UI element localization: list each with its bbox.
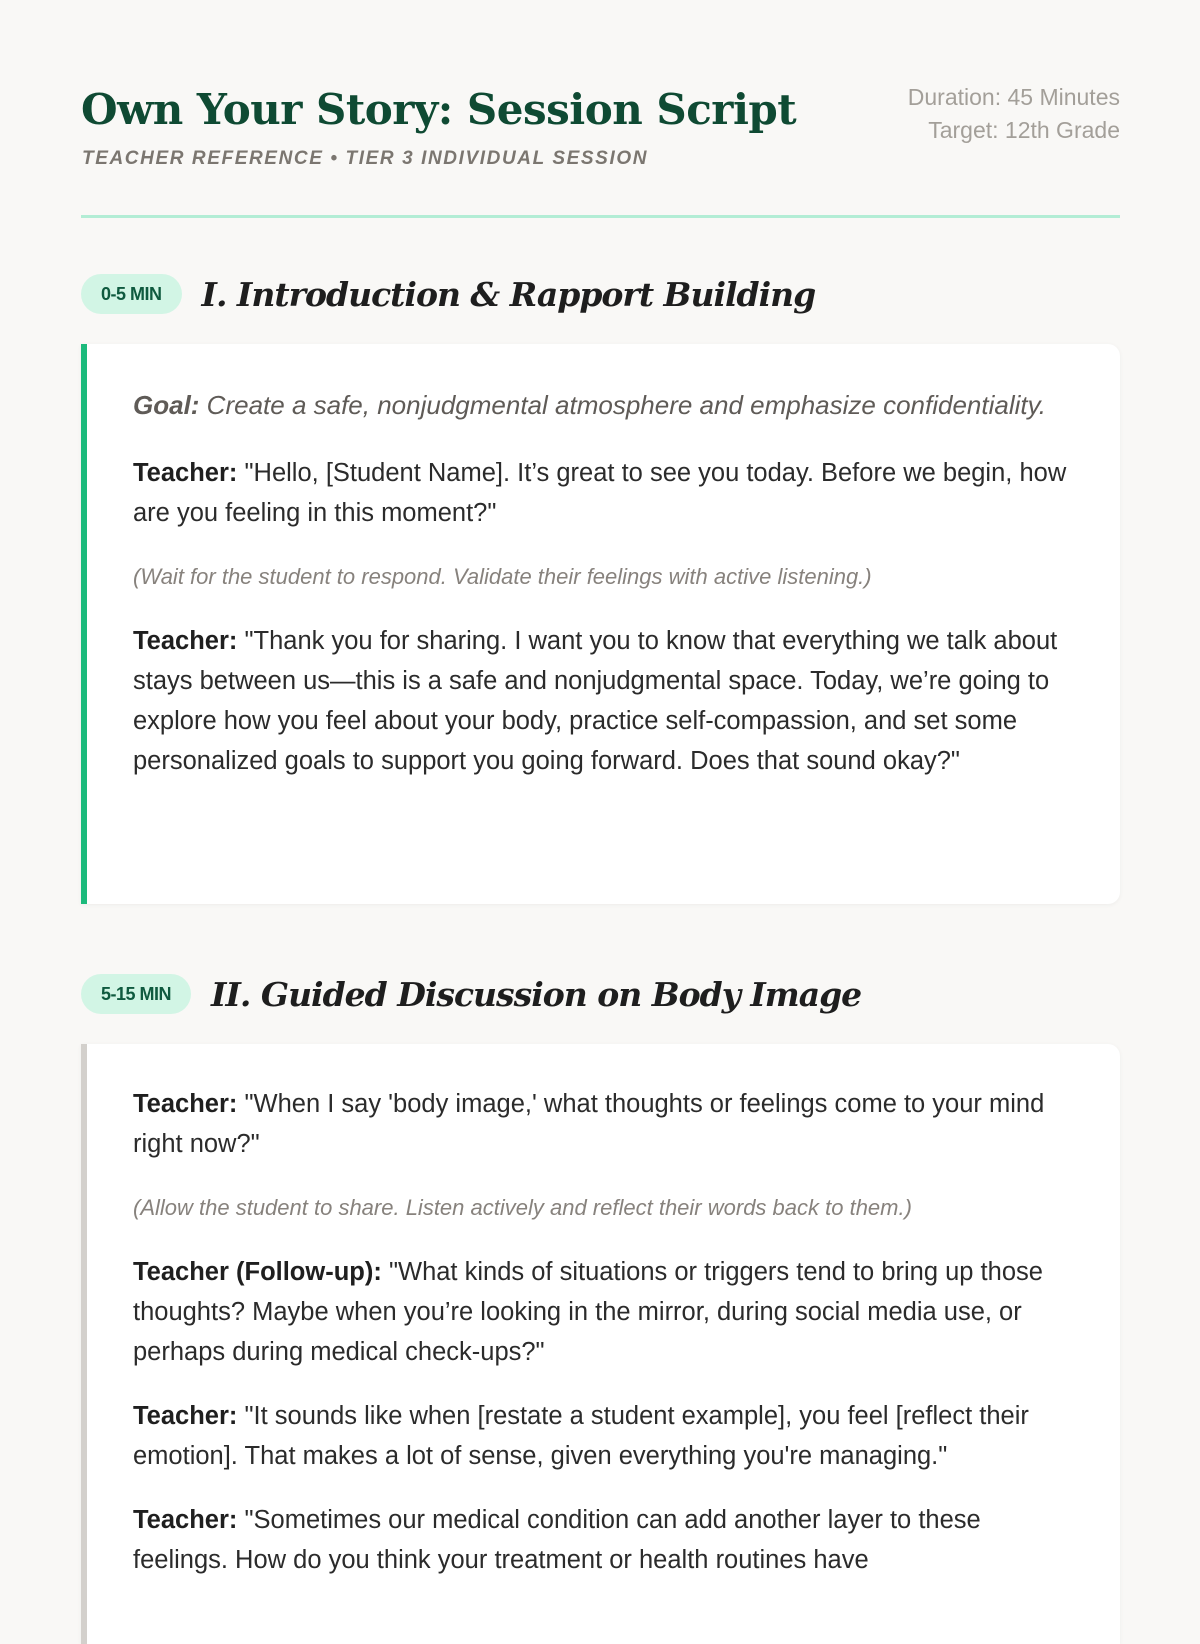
section-header-intro (81, 273, 815, 315)
teacher-line (133, 453, 1080, 533)
time-badge: 5-15 MIN (81, 974, 191, 1014)
dialogue-text: "When I say 'body image,' what thoughts or feelings come to your mind right now?" (133, 1090, 1045, 1158)
section-card-discussion (81, 1044, 1120, 1644)
speaker-label: Teacher: (133, 1402, 238, 1430)
section-header-discussion (81, 973, 861, 1015)
teacher-line (133, 1252, 1080, 1372)
time-badge: 0-5 MIN (81, 274, 182, 314)
dialogue-text: "It sounds like when [restate a student example], you feel [reflect their emotion]. That makes a lot of sense, given everything you're managing." (133, 1402, 1029, 1470)
dialogue-text: "What kinds of situations or triggers tend to bring up those thoughts? Maybe when you’re looking in the mirror, during social media use, or perhaps during medical check-ups?" (133, 1258, 1043, 1366)
teacher-line (133, 1396, 1080, 1476)
speaker-label: Teacher: (133, 459, 238, 487)
speaker-label: Teacher (Follow-up): (133, 1258, 382, 1286)
teacher-line (133, 621, 1080, 781)
speaker-label: Teacher: (133, 1090, 238, 1118)
speaker-label: Teacher: (133, 627, 238, 655)
goal-statement (133, 384, 1080, 427)
dialogue-text: "Sometimes our medical condition can add another layer to these feelings. How do you think your treatment or health routines have (133, 1506, 981, 1574)
section-card-intro (81, 344, 1120, 904)
page-title: Own Your Story: Session Script (81, 85, 797, 134)
section-title: II. Guided Discussion on Body Image (211, 974, 862, 1014)
document-header (81, 0, 1120, 218)
stage-direction: (Allow the student to share. Listen actively and reflect their words back to them.) (133, 1195, 912, 1220)
speaker-label: Teacher: (133, 1506, 238, 1534)
session-meta (908, 81, 1120, 147)
goal-label: Goal: (133, 390, 200, 420)
dialogue-text: "Hello, [Student Name]. It’s great to see you today. Before we begin, how are you feeling in this moment?" (133, 459, 1067, 527)
session-script-page (81, 0, 1120, 1574)
teacher-line (133, 1500, 1080, 1580)
section-title: I. Introduction & Rapport Building (201, 274, 816, 314)
page-subtitle: TEACHER REFERENCE • TIER 3 INDIVIDUAL SESSION (82, 148, 649, 169)
dialogue-text: "Thank you for sharing. I want you to know that everything we talk about stays between us—this is a safe and nonjudgmental space. Today, we’re going to explore how you feel about your body, practice self-compassion, and set some personalized goals to support you going forward. Does that sound okay?" (133, 627, 1058, 775)
target-label: Target: 12th Grade (928, 117, 1120, 143)
stage-direction: (Wait for the student to respond. Validate their feelings with active listening.) (133, 564, 872, 589)
goal-text: Create a safe, nonjudgmental atmosphere and emphasize confidentiality. (199, 390, 1046, 420)
duration-label: Duration: 45 Minutes (907, 84, 1120, 110)
teacher-line (133, 1084, 1080, 1164)
